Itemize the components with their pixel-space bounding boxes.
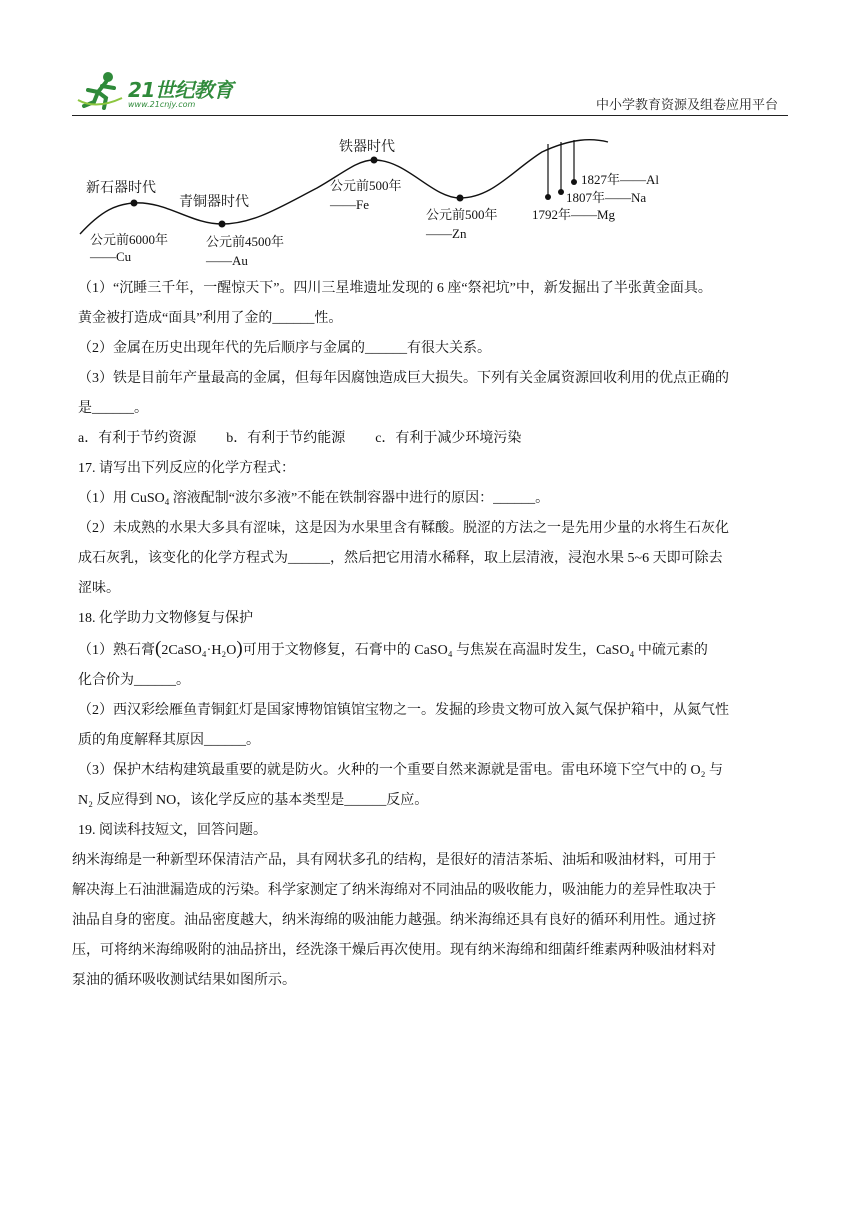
au-label: ——Au — [206, 253, 248, 268]
q19-paragraph-line5: 泵油的循环吸收测试结果如图所示。 — [72, 973, 296, 988]
fe-label: ——Fe — [330, 197, 369, 212]
al-dot — [571, 179, 577, 185]
q18-part1-line1: （1）熟石膏(2CaSO₄·H₂O)可用于文物修复，石膏中的 CaSO₄ 与焦炭在高温时发生，CaSO₄ 中硫元素的 — [78, 638, 708, 659]
al-label: 1827年——Al — [581, 172, 660, 187]
q18-part3-line2: N₂ 反应得到 NO，该化学反应的基本类型是______反应。 — [78, 793, 429, 808]
stone-age-label: 新石器时代 — [86, 181, 156, 196]
au-year-label: 公元前4500年 — [206, 234, 285, 249]
platform-title: 中小学教育资源及组卷应用平台 — [595, 98, 778, 113]
na-label: 1807年——Na — [566, 190, 647, 205]
zn-dot — [457, 195, 464, 202]
q16-part1-line1: （1）“沉睡三千年，一醒惊天下”。四川三星堆遗址发现的 6 座“祭祀坑”中，新发掘出了半张黄金面具。 — [78, 281, 712, 296]
q16-options — [78, 424, 790, 454]
bronze-age-label: 青铜器时代 — [179, 195, 249, 210]
iron-age-dot — [371, 157, 378, 164]
cu-year-label: 公元前6000年 — [90, 232, 169, 247]
q19-paragraph-line1: 纳米海绵是一种新型环保清洁产品，具有网状多孔的结构，是很好的清洁茶垢、油垢和吸油材料，可用于 — [72, 853, 716, 868]
q16-part3-line1: （3）铁是目前年产量最高的金属，但每年因腐蚀造成巨大损失。下列有关金属资源回收利用的优点正确的 — [78, 371, 729, 386]
option-b: b．有利于节约能源 — [226, 431, 346, 446]
q19-title: 19. 阅读科技短文，回答问题。 — [78, 823, 267, 838]
q16-part3-line2: 是______。 — [78, 401, 148, 416]
q19-paragraph-line4: 压，可将纳米海绵吸附的油品挤出，经洗涤干燥后再次使用。现有纳米海绵和细菌纤维素两种吸油材料对 — [72, 943, 716, 958]
mg-label: 1792年——Mg — [532, 207, 616, 222]
page-header — [72, 62, 788, 120]
zn-label: ——Zn — [426, 226, 467, 241]
q16-part1-line2: 黄金被打造成“面具”利用了金的______性。 — [78, 311, 343, 326]
q17-part1: （1）用 CuSO$_4$ 溶液配制“波尔多液”不能在铁制容器中进行的原因：______。 — [78, 491, 550, 507]
option-a: a．有利于节约资源 — [78, 431, 197, 446]
mg-dot — [545, 194, 551, 200]
metal-history-timeline — [72, 126, 712, 272]
bronze-age-dot — [219, 221, 226, 228]
cu-label: ——Cu — [90, 249, 132, 264]
zn-year-label: 公元前500年 — [426, 207, 498, 222]
gypsum-formula: 2CaSO₄·H₂O — [161, 643, 237, 658]
iron-age-label: 铁器时代 — [339, 140, 395, 155]
q17-title: 17. 请写出下列反应的化学方程式： — [78, 461, 295, 476]
q19-paragraph-line3: 油品自身的密度。油品密度越大，纳米海绵的吸油能力越强。纳米海绵还具有良好的循环利用性。通过挤 — [72, 913, 716, 928]
q16-part2: （2）金属在历史出现年代的先后顺序与金属的______有很大关系。 — [78, 341, 491, 356]
na-dot — [558, 189, 564, 195]
fe-year-label: 公元前500年 — [330, 178, 402, 193]
q18-part2-line1: （2）西汉彩绘雁鱼青铜釭灯是国家博物馆镇馆宝物之一。发掘的珍贵文物可放入氮气保护箱中，从氮气性 — [78, 703, 729, 718]
logo-url: www.21cnjy.com — [128, 100, 196, 109]
q17-part2-line2: 成石灰乳，该变化的化学方程式为______，然后把它用清水稀释，取上层清液，浸泡水果 5~6 天即可除去 — [78, 551, 723, 566]
q17-part2-line1: （2）未成熟的水果大多具有涩味，这是因为水果里含有鞣酸。脱涩的方法之一是先用少量的水将生石灰化 — [78, 521, 729, 536]
logo-text: 21世纪教育 — [128, 78, 233, 102]
question-content — [72, 274, 790, 996]
stone-age-dot — [131, 200, 138, 207]
q17-part2-line3: 涩味。 — [78, 581, 120, 596]
runner-logo-icon — [76, 70, 128, 110]
q18-part3-line1: （3）保护木结构建筑最重要的就是防火。火种的一个重要自然来源就是雷电。雷电环境下空气中的 O₂ 与 — [78, 763, 723, 778]
q18-title: 18. 化学助力文物修复与保护 — [78, 611, 253, 626]
q18-part2-line2: 质的角度解释其原因______。 — [78, 733, 260, 748]
q19-paragraph-line2: 解决海上石油泄漏造成的污染。科学家测定了纳米海绵对不同油品的吸收能力，吸油能力的差异性取决于 — [72, 883, 716, 898]
option-c: c．有利于减少环境污染 — [375, 431, 522, 446]
header-divider — [72, 115, 788, 116]
q18-part1-line2: 化合价为______。 — [78, 673, 190, 688]
